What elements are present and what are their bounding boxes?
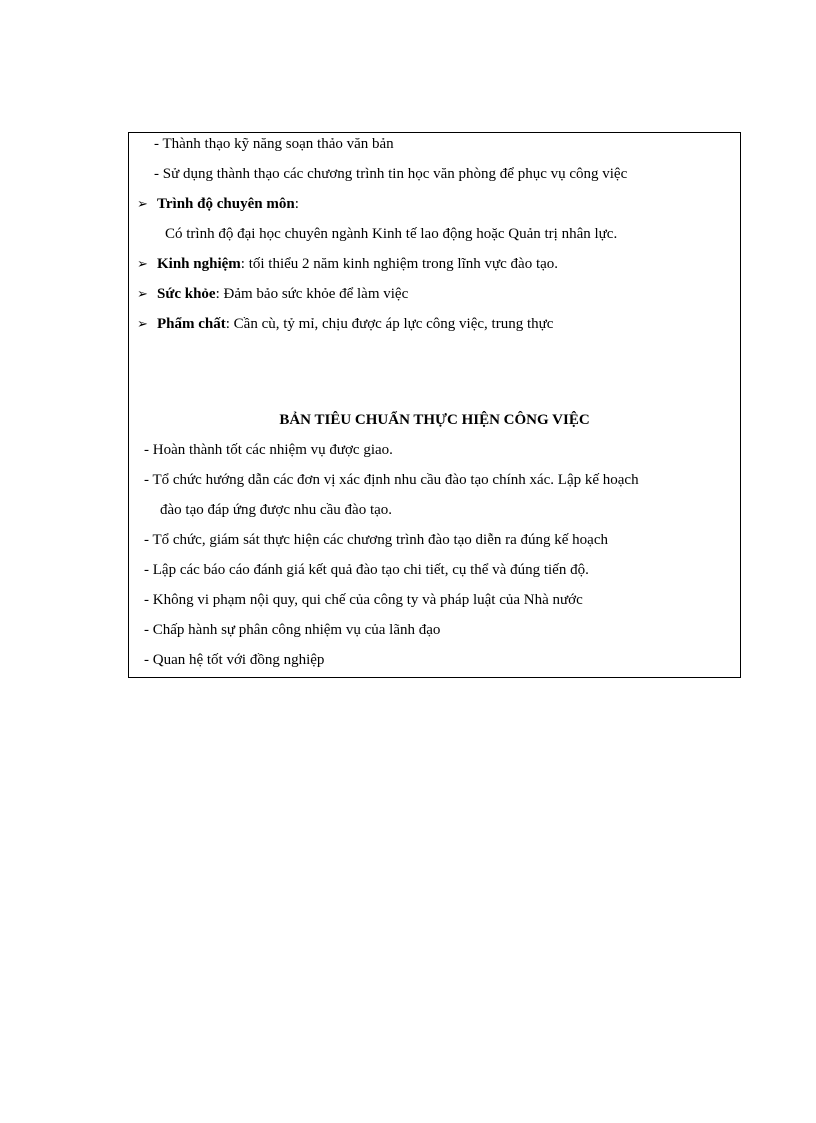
- quality-label: Phẩm chất: [157, 316, 226, 332]
- standard-item: - Hoàn thành tốt các nhiệm vụ được giao.: [144, 442, 393, 458]
- standard-item: - Không vi phạm nội quy, qui chế của công ty và pháp luật của Nhà nước: [144, 592, 583, 608]
- standards-title: BẢN TIÊU CHUẨN THỰC HIỆN CÔNG VIỆC: [279, 412, 590, 428]
- health-row: [137, 285, 408, 304]
- qualification-detail: Có trình độ đại học chuyên ngành Kinh tế lao động hoặc Quản trị nhân lực.: [165, 226, 618, 242]
- standard-item: - Quan hệ tốt với đồng nghiệp: [144, 652, 325, 668]
- arrow-bullet-icon: ➢: [137, 317, 148, 332]
- standard-item: - Chấp hành sự phân công nhiệm vụ của lãnh đạo: [144, 622, 441, 638]
- skill-item: - Thành thạo kỹ năng soạn thảo văn bản: [154, 136, 394, 152]
- arrow-bullet-icon: ➢: [137, 287, 148, 302]
- arrow-bullet-icon: ➢: [137, 257, 148, 272]
- experience-row: [137, 255, 558, 274]
- quality-text: : Cần cù, tỷ mỉ, chịu được áp lực công việc, trung thực: [225, 316, 554, 332]
- qualification-row: [137, 195, 299, 214]
- qualification-label: Trình độ chuyên môn: [157, 196, 295, 212]
- standard-item: - Lập các báo cáo đánh giá kết quả đào tạo chi tiết, cụ thể và đúng tiến độ.: [144, 562, 589, 578]
- quality-row: [137, 315, 553, 334]
- skill-item: - Sử dụng thành thạo các chương trình tin học văn phòng để phục vụ công việc: [154, 166, 628, 182]
- arrow-bullet-icon: ➢: [137, 197, 148, 212]
- health-text: : Đảm bảo sức khỏe để làm việc: [215, 286, 409, 302]
- standard-item: - Tổ chức hướng dẫn các đơn vị xác định nhu cầu đào tạo chính xác. Lập kế hoạch: [144, 472, 639, 488]
- standard-item: - Tổ chức, giám sát thực hiện các chương trình đào tạo diễn ra đúng kế hoạch: [144, 532, 608, 548]
- experience-text: : tối thiểu 2 năm kinh nghiệm trong lĩnh vực đào tạo.: [240, 256, 559, 272]
- experience-label: Kinh nghiệm: [157, 256, 241, 272]
- health-label: Sức khỏe: [157, 286, 216, 302]
- standard-item-continuation: đào tạo đáp ứng được nhu cầu đào tạo.: [160, 502, 393, 518]
- qualification-suffix: :: [294, 196, 299, 212]
- job-description-box: [128, 132, 741, 678]
